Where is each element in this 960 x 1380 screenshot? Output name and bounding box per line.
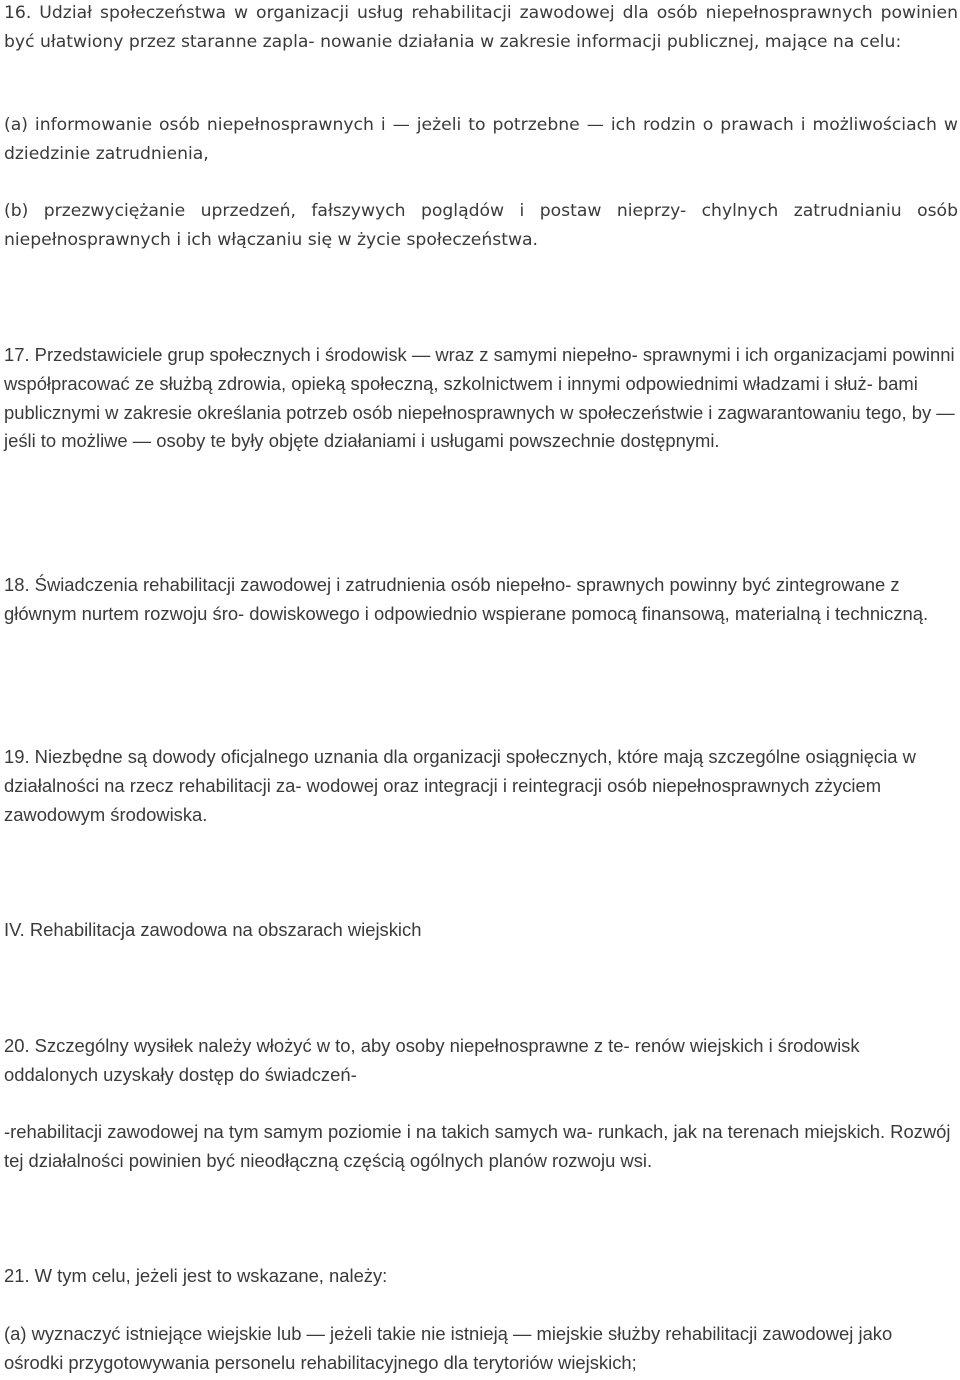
paragraph-20-continuation: -rehabilitacji zawodowej na tym samym poziomie i na takich samych wa- runkach, jak na terenach miejskich. Rozwój tej działalności powinien być nieodłączną częścią ogólnych planów rozwoju wsi.: [4, 1121, 951, 1171]
paragraph-16-item-b: (b) przezwyciężanie uprzedzeń, fałszywych poglądów i postaw nieprzy- chylnych zatrudnianiu osób niepełnosprawnych i ich włączaniu się w życie społeczeństwa.: [4, 201, 958, 250]
paragraph-16: 16. Udział społeczeństwa w organizacji usług rehabilitacji zawodowej dla osób niepełnosprawnych powinien być ułatwiony przez staranne zapla- nowanie działania w zakresie informacji publicznej, mające na celu:: [4, 3, 958, 52]
paragraph-20: 20. Szczególny wysiłek należy włożyć w to, aby osoby niepełnosprawne z te- renów wiejskich i środowisk oddalonych uzyskały dostęp do świadczeń-: [4, 1035, 860, 1085]
paragraph-16-item-a: (a) informowanie osób niepełnosprawnych i — jeżeli to potrzebne — ich rodzin o prawach i możliwościach w dziedzinie zatrudnienia,: [4, 115, 958, 164]
paragraph-19: 19. Niezbędne są dowody oficjalnego uznania dla organizacji społecznych, które mają szczególne osiągnięcia w działalności na rzecz rehabilitacji za- wodowej oraz integracji i reintegracji osób niepełnosprawnych zżyciem zawodowym środowiska.: [4, 746, 916, 825]
section-heading-iv: IV. Rehabilitacja zawodowa na obszarach wiejskich: [4, 919, 422, 940]
paragraph-18: 18. Świadczenia rehabilitacji zawodowej i zatrudnienia osób niepełno- sprawnych powinny być zintegrowane z głównym nurtem rozwoju śro- dowiskowego i odpowiednio wspierane pomocą finansową, materialną i techniczną.: [4, 574, 929, 624]
paragraph-21-item-a: (a) wyznaczyć istniejące wiejskie lub — jeżeli takie nie istnieją — miejskie służby rehabilitacji zawodowej jako ośrodki przygotowywania personelu rehabilitacyjnego dla terytoriów wiejskich;: [4, 1323, 893, 1373]
paragraph-21: 21. W tym celu, jeżeli jest to wskazane, należy:: [4, 1265, 388, 1286]
paragraph-17: 17. Przedstawiciele grup społecznych i środowisk — wraz z samymi niepełno- sprawnymi i ich organizacjami powinni współpracować ze służbą zdrowia, opieką społeczną, szkolnictwem i innymi odpowiednimi władzami i służ- bami publicznymi w zakresie określania potrzeb osób niepełnosprawnych w społeczeństwie i zagwarantowaniu tego, by — jeśli to możliwe — osoby te były objęte działaniami i usługami powszechnie dostępnymi.: [4, 344, 955, 452]
